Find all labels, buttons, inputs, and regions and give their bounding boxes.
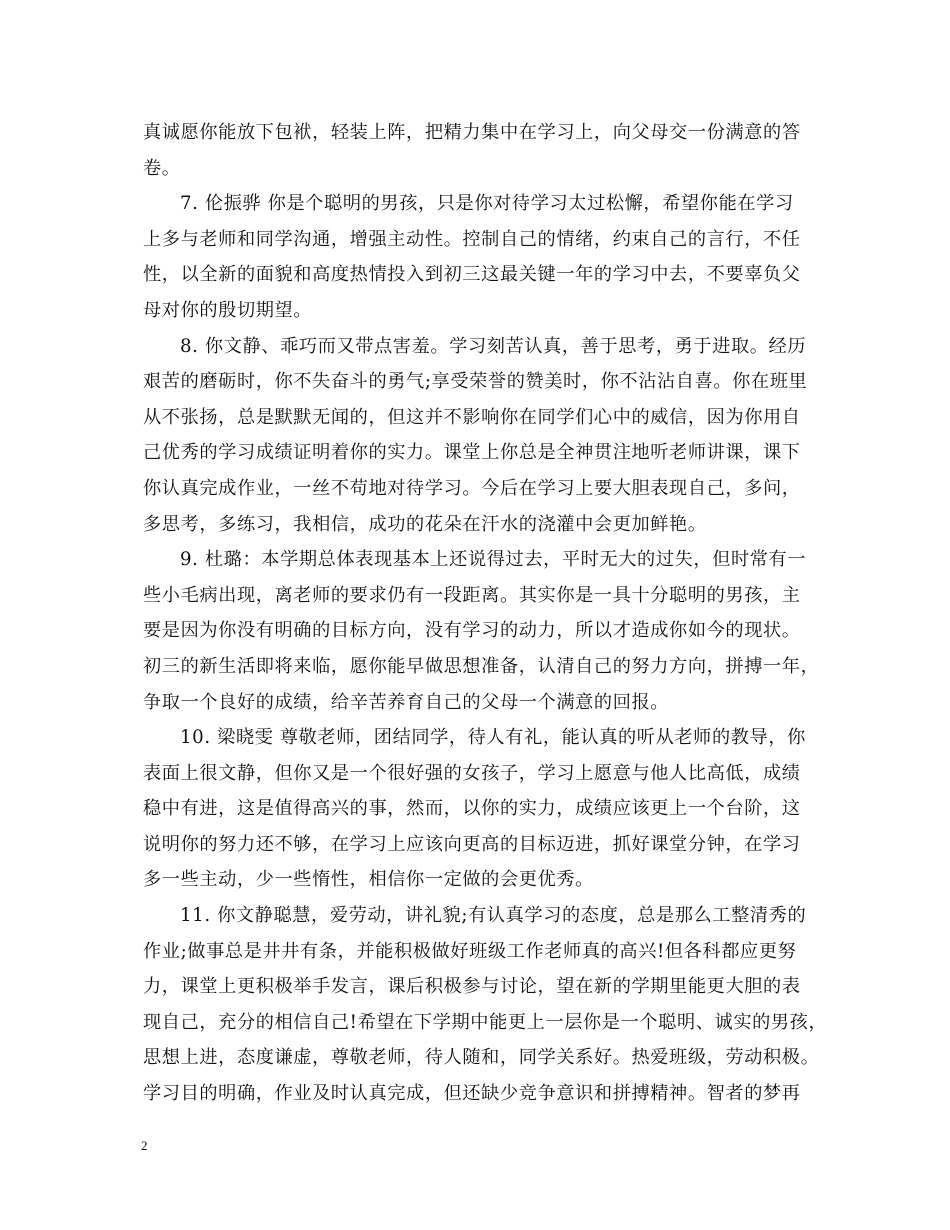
text-line: 要是因为你没有明确的目标方向，没有学习的动力，所以才造成你如今的现状。 — [143, 620, 801, 642]
text-line: 初三的新生活即将来临，愿你能早做思想准备，认清自己的努力方向，拼搏一年， — [143, 655, 820, 677]
text-line: 力，课堂上更积极举手发言，课后积极参与讨论，望在新的学期里能更大胆的表 — [143, 976, 801, 998]
text-line: 学习目的明确，作业及时认真完成，但还缺少竞争意识和拼搏精神。智者的梦再 — [143, 1083, 801, 1105]
text-line: 思想上进，态度谦虚，尊敬老师，待人随和，同学关系好。热爱班级，劳动积极。 — [143, 1047, 820, 1069]
text-line: 多一些主动，少一些惰性，相信你一定做的会更优秀。 — [143, 869, 594, 891]
page-number: 2 — [141, 1138, 148, 1153]
text-line: 上多与老师和同学沟通，增强主动性。控制自己的情绪，约束自己的言行，不任 — [143, 228, 801, 250]
body-text — [143, 115, 828, 1112]
text-line: 稳中有进，这是值得高兴的事，然而，以你的实力，成绩应该更上一个台阶，这 — [143, 798, 801, 820]
text-line: 7. 伦振骅 你是个聪明的男孩，只是你对待学习太过松懈，希望你能在学习 — [180, 193, 794, 215]
text-line: 说明你的努力还不够，在学习上应该向更高的目标迈进，抓好课堂分钟，在学习 — [143, 833, 801, 855]
text-line: 11. 你文静聪慧，爱劳动，讲礼貌;有认真学习的态度，总是那么工整清秀的 — [180, 905, 807, 927]
text-line: 作业;做事总是井井有条，并能积极做好班级工作老师真的高兴!但各科都应更努 — [143, 940, 797, 962]
text-line: 9. 杜璐：本学期总体表现基本上还说得过去，平时无大的过失，但时常有一 — [180, 549, 807, 571]
text-line: 艰苦的磨砺时，你不失奋斗的勇气;享受荣誉的赞美时，你不沾沾自喜。你在班里 — [143, 371, 808, 393]
text-line: 真诚愿你能放下包袱，轻装上阵，把精力集中在学习上，向父母交一份满意的答 — [143, 122, 801, 143]
text-line: 8. 你文静、乖巧而又带点害羞。学习刻苦认真，善于思考，勇于进取。经历 — [180, 335, 807, 357]
text-line: 现自己，充分的相信自己!希望在下学期中能更上一层你是一个聪明、诚实的男孩， — [143, 1011, 828, 1033]
text-line: 10. 梁晓雯 尊敬老师，团结同学，待人有礼，能认真的听从老师的教导，你 — [180, 727, 806, 749]
text-line: 己优秀的学习成绩证明着你的实力。课堂上你总是全神贯注地听老师讲课，课下 — [143, 442, 801, 464]
text-line: 从不张扬，总是默默无闻的，但这并不影响你在同学们心中的威信，因为你用自 — [143, 406, 801, 428]
text-line: 些小毛病出现，离老师的要求仍有一段距离。其实你是一具十分聪明的男孩，主 — [143, 584, 801, 606]
text-line: 性，以全新的面貌和高度热情投入到初三这最关键一年的学习中去，不要辜负父 — [143, 264, 801, 286]
text-line: 争取一个良好的成绩，给辛苦养育自己的父母一个满意的回报。 — [143, 691, 670, 713]
text-line: 卷。 — [143, 157, 181, 179]
text-line: 多思考，多练习，我相信，成功的花朵在汗水的浇灌中会更加鲜艳。 — [143, 513, 707, 535]
text-line: 表面上很文静，但你又是一个很好强的女孩子，学习上愿意与他人比高低，成绩 — [143, 762, 801, 784]
text-line: 母对你的殷切期望。 — [143, 299, 313, 321]
text-line: 你认真完成作业，一丝不苟地对待学习。今后在学习上要大胆表现自己，多问， — [143, 477, 801, 499]
